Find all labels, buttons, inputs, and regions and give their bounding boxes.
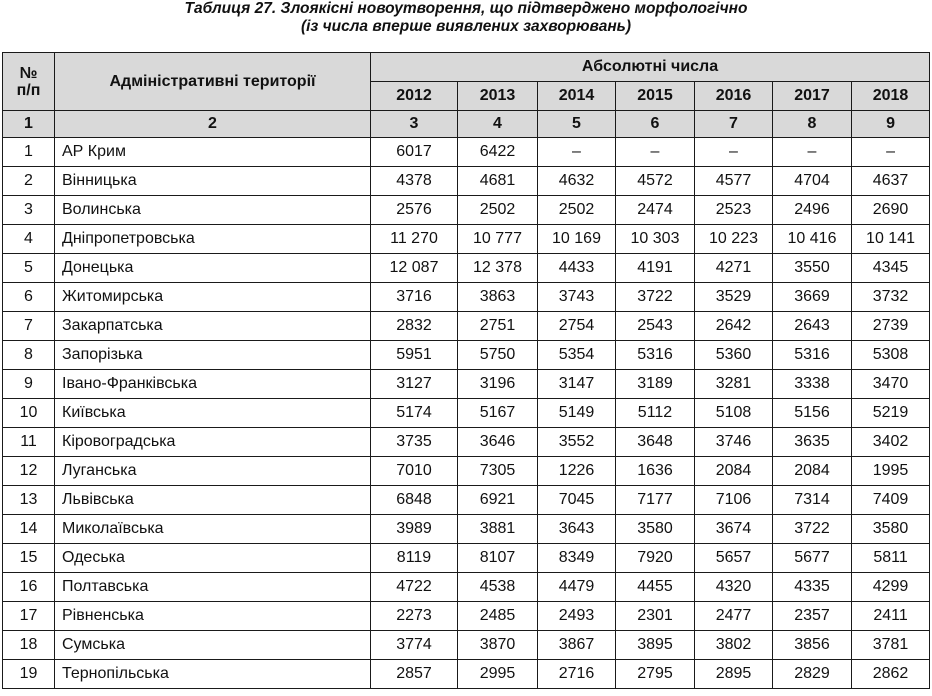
territory-name: Тернопільська: [55, 660, 371, 689]
value-cell: 3781: [852, 631, 930, 660]
column-number-cell: 9: [852, 111, 930, 138]
table-row: [3, 370, 930, 399]
table-row: [3, 544, 930, 573]
value-cell: 3722: [773, 515, 852, 544]
value-cell: 10 169: [538, 225, 616, 254]
value-cell: 3895: [616, 631, 695, 660]
value-cell: 3863: [458, 283, 538, 312]
col-header-absolute: Абсолютні числа: [371, 53, 930, 82]
value-cell: 2084: [695, 457, 773, 486]
territory-name: Івано-Франківська: [55, 370, 371, 399]
value-cell: 6921: [458, 486, 538, 515]
value-cell: 6848: [371, 486, 458, 515]
row-number: 8: [3, 341, 55, 370]
value-cell: 2301: [616, 602, 695, 631]
value-cell: 5156: [773, 399, 852, 428]
header-row-column-numbers: [3, 111, 930, 138]
value-cell: 3743: [538, 283, 616, 312]
column-number-cell: 8: [773, 111, 852, 138]
value-cell: 10 777: [458, 225, 538, 254]
value-cell: 2502: [538, 196, 616, 225]
value-cell: 5174: [371, 399, 458, 428]
caption-line-2: (із числа вперше виявлених захворювань): [300, 18, 632, 35]
value-cell: 4577: [695, 167, 773, 196]
value-cell: 5316: [616, 341, 695, 370]
table-row: [3, 254, 930, 283]
column-number-cell: 1: [3, 111, 55, 138]
value-cell: 2411: [852, 602, 930, 631]
row-number: 10: [3, 399, 55, 428]
value-cell: 10 303: [616, 225, 695, 254]
value-cell: –: [538, 138, 616, 167]
value-cell: 2862: [852, 660, 930, 689]
territory-name: Київська: [55, 399, 371, 428]
value-cell: 2795: [616, 660, 695, 689]
value-cell: 7106: [695, 486, 773, 515]
value-cell: 3529: [695, 283, 773, 312]
value-cell: 4299: [852, 573, 930, 602]
value-cell: 5360: [695, 341, 773, 370]
value-cell: 5316: [773, 341, 852, 370]
value-cell: 7314: [773, 486, 852, 515]
col-header-number-line1: №: [19, 64, 38, 82]
col-header-year: 2016: [695, 82, 773, 111]
value-cell: 5308: [852, 341, 930, 370]
territory-name: Закарпатська: [55, 312, 371, 341]
value-cell: 3402: [852, 428, 930, 457]
value-cell: 3196: [458, 370, 538, 399]
value-cell: 3646: [458, 428, 538, 457]
value-cell: 4632: [538, 167, 616, 196]
value-cell: 10 416: [773, 225, 852, 254]
table-row: [3, 196, 930, 225]
value-cell: 2895: [695, 660, 773, 689]
value-cell: 3989: [371, 515, 458, 544]
value-cell: 3735: [371, 428, 458, 457]
col-header-year: 2013: [458, 82, 538, 111]
col-header-year: 2017: [773, 82, 852, 111]
value-cell: 5108: [695, 399, 773, 428]
value-cell: 7010: [371, 457, 458, 486]
value-cell: 3746: [695, 428, 773, 457]
value-cell: 2995: [458, 660, 538, 689]
table-row: [3, 486, 930, 515]
row-number: 18: [3, 631, 55, 660]
value-cell: 4191: [616, 254, 695, 283]
value-cell: 2084: [773, 457, 852, 486]
value-cell: 12 087: [371, 254, 458, 283]
value-cell: 3669: [773, 283, 852, 312]
value-cell: –: [773, 138, 852, 167]
value-cell: 3802: [695, 631, 773, 660]
value-cell: 10 141: [852, 225, 930, 254]
table-row: [3, 515, 930, 544]
column-number-cell: 2: [55, 111, 371, 138]
row-number: 3: [3, 196, 55, 225]
territory-name: Сумська: [55, 631, 371, 660]
territory-name: АР Крим: [55, 138, 371, 167]
value-cell: 5112: [616, 399, 695, 428]
value-cell: 2643: [773, 312, 852, 341]
value-cell: 4320: [695, 573, 773, 602]
value-cell: 7409: [852, 486, 930, 515]
value-cell: 3648: [616, 428, 695, 457]
territory-name: Луганська: [55, 457, 371, 486]
value-cell: 3716: [371, 283, 458, 312]
value-cell: 2832: [371, 312, 458, 341]
row-number: 16: [3, 573, 55, 602]
value-cell: 2523: [695, 196, 773, 225]
value-cell: –: [616, 138, 695, 167]
row-number: 19: [3, 660, 55, 689]
value-cell: 3580: [616, 515, 695, 544]
col-header-number-line2: п/п: [16, 81, 41, 99]
territory-name: Одеська: [55, 544, 371, 573]
table-row: [3, 341, 930, 370]
col-header-year: 2012: [371, 82, 458, 111]
column-number-cell: 4: [458, 111, 538, 138]
value-cell: 6422: [458, 138, 538, 167]
territory-name: Полтавська: [55, 573, 371, 602]
row-number: 12: [3, 457, 55, 486]
value-cell: 2357: [773, 602, 852, 631]
value-cell: 4572: [616, 167, 695, 196]
row-number: 6: [3, 283, 55, 312]
table-row: [3, 573, 930, 602]
table-row: [3, 167, 930, 196]
value-cell: 3281: [695, 370, 773, 399]
value-cell: 8107: [458, 544, 538, 573]
value-cell: 4681: [458, 167, 538, 196]
row-number: 17: [3, 602, 55, 631]
table-row: [3, 225, 930, 254]
value-cell: 3635: [773, 428, 852, 457]
row-number: 1: [3, 138, 55, 167]
table-row: [3, 428, 930, 457]
value-cell: 4704: [773, 167, 852, 196]
row-number: 13: [3, 486, 55, 515]
value-cell: 5219: [852, 399, 930, 428]
value-cell: 5677: [773, 544, 852, 573]
row-number: 7: [3, 312, 55, 341]
value-cell: 6017: [371, 138, 458, 167]
table-row: [3, 399, 930, 428]
value-cell: 10 223: [695, 225, 773, 254]
caption-line-1: Таблиця 27. Злоякісні новоутворення, що підтверджено морфологічно: [184, 0, 748, 17]
value-cell: 7920: [616, 544, 695, 573]
value-cell: 3881: [458, 515, 538, 544]
value-cell: 7177: [616, 486, 695, 515]
value-cell: 4335: [773, 573, 852, 602]
value-cell: 5354: [538, 341, 616, 370]
col-header-year: 2014: [538, 82, 616, 111]
value-cell: 5750: [458, 341, 538, 370]
value-cell: 4538: [458, 573, 538, 602]
value-cell: 3147: [538, 370, 616, 399]
table-row: [3, 631, 930, 660]
value-cell: 5167: [458, 399, 538, 428]
value-cell: 2739: [852, 312, 930, 341]
value-cell: 1226: [538, 457, 616, 486]
value-cell: 4433: [538, 254, 616, 283]
value-cell: 2829: [773, 660, 852, 689]
value-cell: 2754: [538, 312, 616, 341]
value-cell: 3722: [616, 283, 695, 312]
data-table: [2, 52, 930, 689]
col-header-territories: Адміністративні території: [55, 53, 371, 111]
territory-name: Вінницька: [55, 167, 371, 196]
row-number: 9: [3, 370, 55, 399]
value-cell: 1995: [852, 457, 930, 486]
header-row-1: [3, 53, 930, 82]
value-cell: 1636: [616, 457, 695, 486]
value-cell: 2474: [616, 196, 695, 225]
value-cell: 12 378: [458, 254, 538, 283]
column-number-cell: 3: [371, 111, 458, 138]
value-cell: 4271: [695, 254, 773, 283]
value-cell: 2543: [616, 312, 695, 341]
value-cell: 2502: [458, 196, 538, 225]
value-cell: 2642: [695, 312, 773, 341]
value-cell: 8349: [538, 544, 616, 573]
value-cell: 3552: [538, 428, 616, 457]
value-cell: 3550: [773, 254, 852, 283]
value-cell: 3189: [616, 370, 695, 399]
territory-name: Волинська: [55, 196, 371, 225]
value-cell: 5811: [852, 544, 930, 573]
table-row: [3, 138, 930, 167]
value-cell: 7305: [458, 457, 538, 486]
col-header-number: [3, 53, 55, 111]
territory-name: Львівська: [55, 486, 371, 515]
value-cell: 3867: [538, 631, 616, 660]
territory-name: Рівненська: [55, 602, 371, 631]
value-cell: 4455: [616, 573, 695, 602]
table-row: [3, 283, 930, 312]
value-cell: 2485: [458, 602, 538, 631]
value-cell: 5657: [695, 544, 773, 573]
territory-name: Запорізька: [55, 341, 371, 370]
row-number: 14: [3, 515, 55, 544]
value-cell: 2493: [538, 602, 616, 631]
value-cell: 2690: [852, 196, 930, 225]
column-number-cell: 7: [695, 111, 773, 138]
value-cell: 4722: [371, 573, 458, 602]
value-cell: 5149: [538, 399, 616, 428]
value-cell: 3127: [371, 370, 458, 399]
value-cell: 2576: [371, 196, 458, 225]
value-cell: 7045: [538, 486, 616, 515]
value-cell: 5951: [371, 341, 458, 370]
row-number: 11: [3, 428, 55, 457]
value-cell: 2496: [773, 196, 852, 225]
territory-name: Дніпропетровська: [55, 225, 371, 254]
value-cell: 3856: [773, 631, 852, 660]
value-cell: 3674: [695, 515, 773, 544]
value-cell: 4479: [538, 573, 616, 602]
row-number: 4: [3, 225, 55, 254]
value-cell: 3580: [852, 515, 930, 544]
value-cell: 4378: [371, 167, 458, 196]
table-row: [3, 602, 930, 631]
territory-name: Миколаївська: [55, 515, 371, 544]
table-row: [3, 312, 930, 341]
row-number: 2: [3, 167, 55, 196]
col-header-year: 2018: [852, 82, 930, 111]
value-cell: 3870: [458, 631, 538, 660]
value-cell: 4637: [852, 167, 930, 196]
value-cell: 11 270: [371, 225, 458, 254]
col-header-year: 2015: [616, 82, 695, 111]
row-number: 15: [3, 544, 55, 573]
value-cell: 8119: [371, 544, 458, 573]
column-number-cell: 5: [538, 111, 616, 138]
value-cell: 3643: [538, 515, 616, 544]
table-row: [3, 457, 930, 486]
value-cell: 3774: [371, 631, 458, 660]
value-cell: –: [695, 138, 773, 167]
column-number-cell: 6: [616, 111, 695, 138]
value-cell: 3338: [773, 370, 852, 399]
table-caption: [0, 0, 932, 36]
value-cell: 2477: [695, 602, 773, 631]
value-cell: 2716: [538, 660, 616, 689]
territory-name: Кіровоградська: [55, 428, 371, 457]
value-cell: 2751: [458, 312, 538, 341]
value-cell: 2273: [371, 602, 458, 631]
row-number: 5: [3, 254, 55, 283]
value-cell: 3470: [852, 370, 930, 399]
table-body: [3, 138, 930, 689]
value-cell: 4345: [852, 254, 930, 283]
value-cell: 2857: [371, 660, 458, 689]
value-cell: 3732: [852, 283, 930, 312]
territory-name: Донецька: [55, 254, 371, 283]
table-row: [3, 660, 930, 689]
territory-name: Житомирська: [55, 283, 371, 312]
value-cell: –: [852, 138, 930, 167]
